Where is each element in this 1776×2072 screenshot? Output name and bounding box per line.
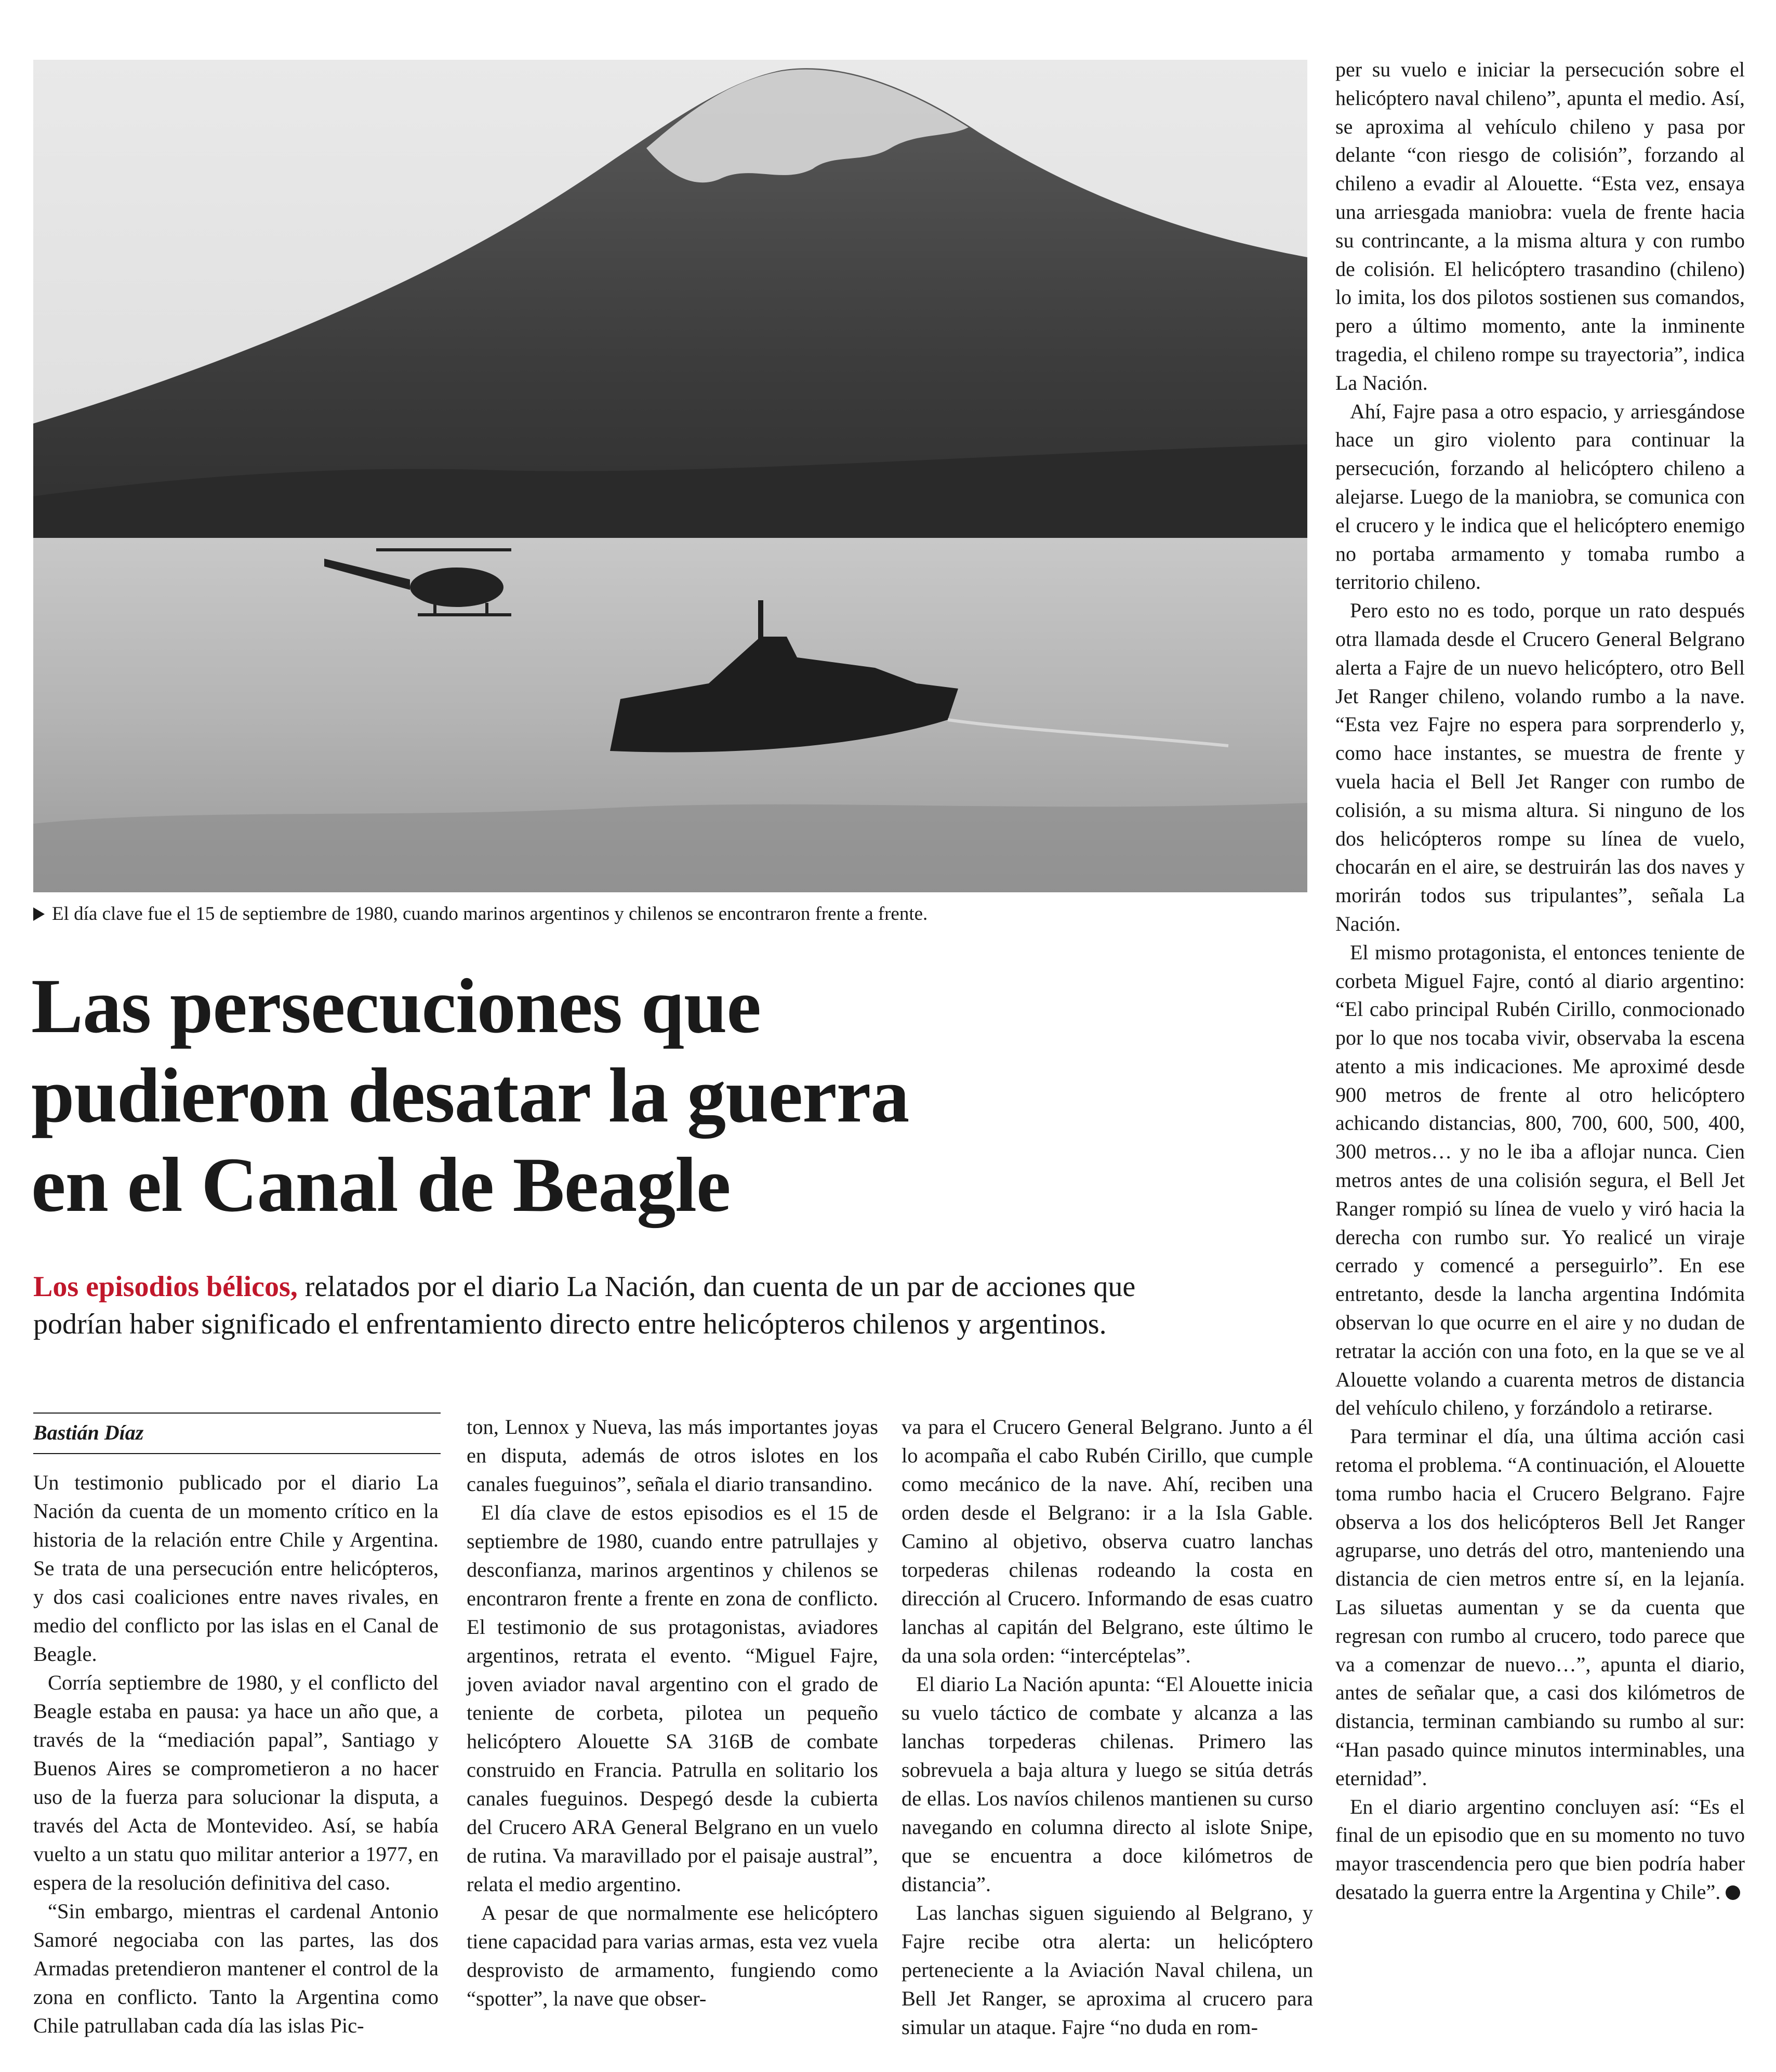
paragraph: Las lanchas siguen siguiendo al Belgrano, y Fajre recibe otra alerta: un helicóptero perteneciente a la Aviación Naval chilena, un Bell Jet Ranger, se aproxima al crucero para simular un ataque. Fajre “no duda en rom- (902, 1901, 1313, 2039)
byline: Bastián Díaz (33, 1421, 144, 1444)
deck (33, 1268, 1317, 1343)
paragraph: Pero esto no es todo, porque un rato después otra llamada desde el Crucero General Belgrano alerta a Fajre de un nuevo helicóptero, otro Bell Jet Ranger chileno, volando rumbo a la nave. “Esta vez Fajre no espera para sorprenderlo y, como hace instantes, se muestra de frente y vuela hacia el Bell Jet Ranger con rumbo de colisión, a su misma altura. Si ninguno de los dos helicópteros rompe su línea de vuelo, chocarán en el aire, se destruirán las dos naves y morirán todos sus tripulantes”, señala La Nación. (1335, 599, 1745, 935)
deck-lead: Los episodios bélicos, (33, 1271, 298, 1303)
byline-block (33, 1413, 441, 1454)
paragraph: Corría septiembre de 1980, y el conflicto del Beagle estaba en pausa: ya hace un año que, a través de la “mediación papal”, Santiago y Buenos Aires se comprometieron a no hacer uso de la fuerza para solucionar la disputa, a través del Acta de Montevideo. Así, se había vuelto a un statu quo militar anterior a 1977, en espera de la resolución definitiva del caso. (33, 1671, 439, 1894)
paragraph: El día clave de estos episodios es el 15 de septiembre de 1980, cuando entre patrullajes y desconfianza, marinos argentinos y chilenos se encontraron frente a frente en zona de conflicto. El testimonio de sus protagonistas, aviadores argentinos, retrata el evento. “Miguel Fajre, joven aviador naval argentino con el grado de teniente de corbeta, pilotea un pequeño helicóptero Alouette SA 316B de combate construido en Francia. Patrulla en solitario los canales fueguinos. Despegó desde la cubierta del Crucero ARA General Belgrano en un vuelo de rutina. Va maravillado por el paisaje austral”, relata el medio argentino. (467, 1501, 878, 1896)
caption-arrow-icon (33, 907, 45, 921)
mountain-channel-helicopter-boat-photo (33, 60, 1307, 892)
deck-text: relatados por el diario La Nación, dan cuenta de un par de acciones que (297, 1271, 1136, 1303)
paragraph: El diario La Nación apunta: “El Alouette inicia su vuelo táctico de combate y alcanza a las lanchas torpederas chilenas. Primero las sobrevuela a baja altura y luego se sitúa detrás de ellas. Los navíos chilenos mantienen su curso navegando en columna directo al islote Snipe, que se encuentra a doce kilómetros de distancia”. (902, 1672, 1313, 1896)
body-column-3 (902, 1413, 1313, 2041)
headline-line: en el Canal de Beagle (31, 1142, 731, 1228)
article-photo (33, 60, 1307, 892)
paragraph: ton, Lennox y Nueva, las más importantes joyas en disputa, además de otros islotes en los canales fueguinos”, señala el diario transandino. (467, 1415, 878, 1496)
caption-text: El día clave fue el 15 de septiembre de 1980, cuando marinos argentinos y chilenos se encontraron frente a frente. (52, 903, 928, 925)
paragraph: Para terminar el día, una última acción casi retoma el problema. “A continuación, el Alouette toma rumbo hacia el Crucero Belgrano. Fajre observa a los dos helicópteros Bell Jet Ranger agruparse, uno detrás del otro, manteniendo una distancia de cien metros entre sí, en la lejanía. Las siluetas aumentan y se da cuenta que regresan con rumbo al crucero, todo parece que va a comenzar de nuevo…”, apunta el diario, antes de señalar que, a casi dos kilómetros de distancia, terminan cambiando su rumbo al sur: “Han pasado quince minutos interminables, una eternidad”. (1335, 1424, 1745, 1790)
paragraph: per su vuelo e iniciar la persecución sobre el helicóptero naval chileno”, apunta el medio. Así, se aproxima al vehículo chileno y pasa por delante “con riesgo de colisión”, forzando al chileno a evadir al Alouette. “Esta vez, ensaya una arriesgada maniobra: vuela de frente hacia su contrincante, a la misma altura y con rumbo de colisión. El helicóptero trasandino (chileno) lo imita, los dos pilotos sostienen sus comandos, pero a último momento, ante la inminente tragedia, el chileno rompe su trayectoria”, indica La Nación. (1335, 58, 1745, 394)
paragraph-last (1335, 1793, 1745, 1907)
body-column-2 (467, 1413, 878, 2013)
paragraph-text: En el diario argentino concluyen así: “Es el final de un episodio que en su momento no tuvo mayor trascendencia pero que bien podría haber desatado la guerra entre la Argentina y Chile”. (1335, 1794, 1745, 1904)
body-column-1 (33, 1468, 439, 2040)
paragraph: Un testimonio publicado por el diario La Nación da cuenta de un momento crítico en la historia de la relación entre Chile y Argentina. Se trata de una persecución entre helicópteros, y dos casi coaliciones entre naves rivales, en medio del conflicto por las islas en el Canal de Beagle. (33, 1471, 439, 1666)
paragraph: Ahí, Fajre pasa a otro espacio, y arriesgándose hace un giro violento para continuar la persecución, forzando al helicóptero chileno a alejarse. Luego de la maniobra, se comunica con el crucero y le indica que el helicóptero enemigo no portaba armamento y tomaba rumbo a territorio chileno. (1335, 399, 1745, 594)
paragraph: va para el Crucero General Belgrano. Junto a él lo acompaña el cabo Rubén Cirillo, que cumple como mecánico de la nave. Ahí, reciben una orden desde el Belgrano: ir a la Isla Gable. Camino al objetivo, observa cuatro lanchas torpederas chilenas rodeando la costa en dirección al Crucero. Informando de esas cuatro lanchas al capitán del Belgrano, este último le da una sola orden: “intercéptelas”. (902, 1415, 1313, 1667)
deck-line (33, 1268, 1317, 1305)
photo-caption (33, 902, 1307, 927)
deck-line: podrían haber significado el enfrentamiento directo entre helicópteros chilenos y argentinos. (33, 1308, 1107, 1340)
headline-line: Las persecuciones que (31, 963, 761, 1049)
paragraph: A pesar de que normalmente ese helicóptero tiene capacidad para varias armas, esta vez vuela desprovisto de armamento, fungiendo como “spotter”, la nave que obser- (467, 1901, 878, 2010)
paragraph: “Sin embargo, mientras el cardenal Antonio Samoré negociaba con las partes, las dos Armadas pretendieron mantener el control de la zona en conflicto. Tanto la Argentina como Chile patrullaban cada día las islas Pic- (33, 1899, 439, 2037)
headline-line: pudieron desatar la guerra (31, 1052, 909, 1139)
paragraph: El mismo protagonista, el entonces teniente de corbeta Miguel Fajre, contó al diario argentino: “El cabo principal Rubén Cirillo, conmocionado por lo que nos tocaba vivir, observaba la escena atento a mis indicaciones. Me aproximé desde 900 metros de frente al otro helicóptero achicando distancias, 800, 700, 600, 500, 400, 300 metros… y no le iba a aflojar nunca. Cien metros antes de una colisión segura, el Bell Jet Ranger rompió su línea de vuelo y viró hacia la derecha con rumbo sur. Yo realicé un viraje cerrado y comencé a perseguirlo”. En ese entretanto, desde la lancha argentina Indómita observan lo que ocurre en el aire y no dudan de retratar la acción con una foto, en la que se ve al Alouette volando a cuarenta metros de distancia del vehículo chileno, y forzándolo a retirarse. (1335, 940, 1745, 1420)
end-mark-icon (1726, 1885, 1740, 1900)
body-column-4 (1335, 56, 1745, 1907)
headline (31, 961, 1309, 1230)
